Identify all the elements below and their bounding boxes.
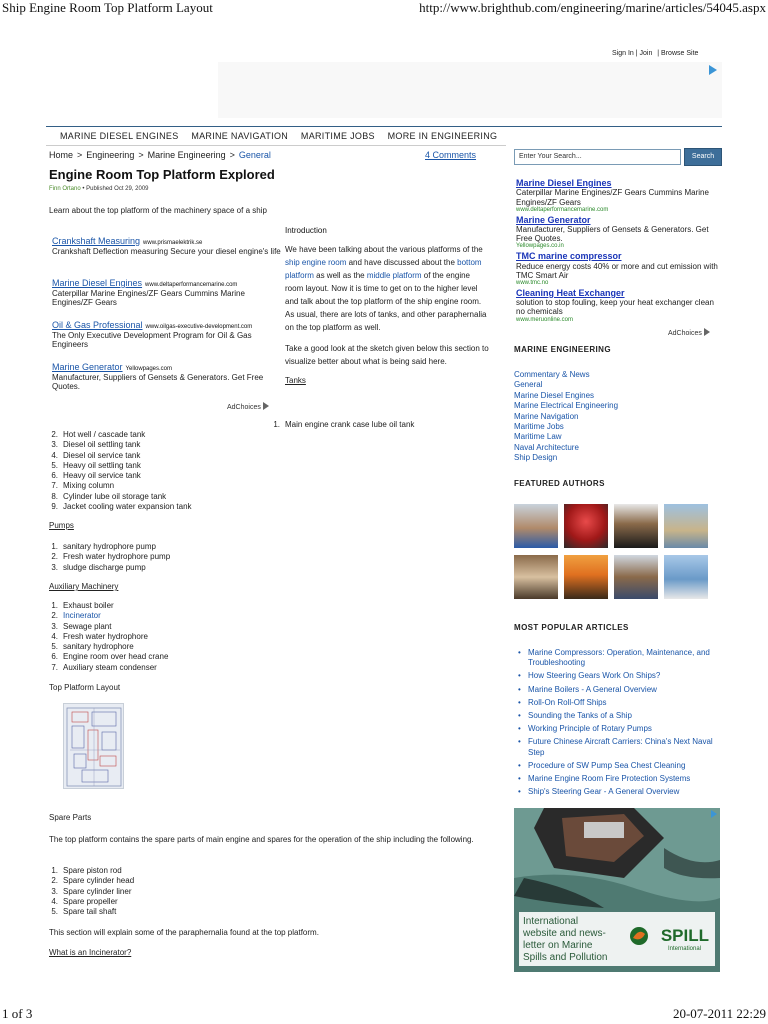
category-link[interactable]: Ship Design bbox=[514, 453, 558, 463]
nav-divider bbox=[46, 126, 722, 127]
sidebar-ad-item[interactable] bbox=[516, 215, 721, 251]
print-title: Ship Engine Room Top Platform Layout bbox=[2, 0, 213, 15]
print-datetime: 20-07-2011 22:29 bbox=[672, 1006, 766, 1021]
list-item: 3. sludge discharge pump bbox=[51, 562, 146, 572]
breadcrumb-separator: > bbox=[138, 150, 144, 160]
category-link[interactable]: Maritime Law bbox=[514, 432, 562, 442]
sketch-drawing bbox=[64, 704, 124, 789]
ad-url: Yellowpages.com bbox=[125, 366, 173, 372]
sidebar-ad-item[interactable] bbox=[516, 288, 721, 324]
article-byline bbox=[49, 186, 149, 192]
auxiliary-machinery-heading: Auxiliary Machinery bbox=[49, 582, 119, 591]
comments-link[interactable]: 4 Comments bbox=[425, 150, 477, 160]
sidebar-ad-description: Manufacturer, Suppliers of Gensets & Generators. Get Free Quotes. bbox=[516, 224, 709, 244]
category-link[interactable]: Marine Diesel Engines bbox=[514, 390, 595, 400]
sidebar-adchoices-link[interactable] bbox=[668, 328, 710, 337]
adchoices-label: AdChoices bbox=[668, 330, 702, 337]
ad-description: Crankshaft Deflection measuring Secure your diesel engine's life bbox=[52, 246, 281, 256]
spill-international-ad[interactable] bbox=[514, 808, 720, 972]
list-item: 5. Heavy oil settling tank bbox=[51, 460, 141, 470]
sidebar-ad-description: solution to stop fouling, keep your heat exchanger clean no chemicals bbox=[516, 298, 714, 317]
search-button[interactable]: Search bbox=[684, 148, 722, 166]
marine-engineering-heading: MARINE ENGINEERING bbox=[514, 345, 611, 354]
sidebar-ad-title[interactable]: Cleaning Heat Exchanger bbox=[516, 287, 625, 298]
ship-engine-room-link[interactable]: ship engine room bbox=[285, 258, 347, 267]
ad-description: Caterpillar Marine Engines/ZF Gears Cummins Marine Engines/ZF Gears bbox=[52, 288, 245, 308]
popular-article-link[interactable]: • Ship's Steering Gear - A General Overview bbox=[516, 787, 721, 797]
breadcrumb-separator: > bbox=[77, 150, 83, 160]
ad-title[interactable]: Marine Generator bbox=[52, 362, 123, 372]
list-item: 9. Jacket cooling water expansion tank bbox=[51, 502, 192, 512]
category-link[interactable]: General bbox=[514, 380, 543, 390]
adchoices-label: AdChoices bbox=[227, 404, 261, 411]
incinerator-link[interactable]: Incinerator bbox=[63, 611, 101, 621]
popular-article-link[interactable]: • Procedure of SW Pump Sea Chest Cleaning bbox=[516, 761, 721, 771]
category-link[interactable]: Marine Electrical Engineering bbox=[514, 401, 619, 411]
sidebar-ad-url: www.deltaperformancemarine.com bbox=[516, 206, 609, 213]
category-link[interactable]: Naval Architecture bbox=[514, 442, 579, 452]
pumps-list bbox=[36, 542, 170, 573]
sidebar-ads bbox=[516, 178, 721, 324]
ad-item[interactable] bbox=[52, 236, 282, 256]
published-date: • Published Oct 29, 2009 bbox=[82, 186, 149, 192]
list-item: 2. Fresh water hydrophore pump bbox=[51, 552, 171, 562]
breadcrumb-separator: > bbox=[229, 150, 235, 160]
nav-item-more-in-engineering[interactable]: MORE IN ENGINEERING bbox=[387, 131, 498, 141]
ad-description: Manufacturer, Suppliers of Gensets & Generators. Get Free Quotes. bbox=[52, 372, 264, 392]
ad-url: www.oilgas-executive-development.com bbox=[145, 324, 253, 330]
nav-item-maritime-jobs[interactable]: MARITIME JOBS bbox=[300, 131, 375, 141]
popular-article-link[interactable]: • How Steering Gears Work On Ships? bbox=[516, 671, 721, 681]
print-url: http://www.brighthub.com/engineering/marine/articles/54045.aspx bbox=[419, 0, 766, 15]
author-avatar[interactable] bbox=[514, 555, 558, 599]
breadcrumb-general[interactable]: General bbox=[238, 150, 271, 160]
ad-title[interactable]: Crankshaft Measuring bbox=[52, 236, 141, 246]
article-title: Engine Room Top Platform Explored bbox=[49, 167, 275, 182]
top-ad-banner[interactable] bbox=[218, 62, 722, 118]
author-avatar[interactable] bbox=[614, 555, 658, 599]
print-page-number: 1 of 3 bbox=[2, 1006, 33, 1021]
spill-logo-text: SPILL bbox=[660, 926, 709, 945]
sidebar-ad-url: www.meruonline.com bbox=[516, 316, 574, 323]
spill-logo-subtext: International bbox=[667, 946, 701, 952]
list-item: 1. sanitary hydrophore pump bbox=[51, 542, 156, 551]
sketch-paragraph: Take a good look at the sketch given below this section to visualize better about what is being said here. bbox=[285, 344, 489, 366]
list-item: 7. Mixing column bbox=[51, 481, 115, 491]
most-popular-list bbox=[516, 648, 721, 800]
intro-column bbox=[285, 224, 490, 387]
author-avatar[interactable] bbox=[614, 504, 658, 548]
list-item: 4. Spare propeller bbox=[51, 896, 118, 906]
adchoices-link[interactable] bbox=[227, 402, 269, 411]
adchoices-icon[interactable] bbox=[711, 810, 717, 818]
ad-url: www.deltaperformancemarine.com bbox=[145, 282, 238, 288]
tanks-list bbox=[36, 430, 192, 512]
author-avatar[interactable] bbox=[564, 504, 608, 548]
featured-authors-grid bbox=[514, 504, 714, 600]
browse-site-link[interactable]: | Browse Site bbox=[657, 50, 699, 57]
list-item: 3. Spare cylinder liner bbox=[51, 886, 132, 896]
nav-item-marine-diesel-engines[interactable]: MARINE DIESEL ENGINES bbox=[60, 131, 179, 141]
popular-article-link[interactable]: • Sounding the Tanks of a Ship bbox=[516, 711, 721, 721]
breadcrumb bbox=[49, 150, 271, 160]
list-item: 6. Heavy oil service tank bbox=[51, 471, 141, 481]
list-item: 4. Diesel oil service tank bbox=[51, 450, 141, 460]
bottom-platform-link[interactable]: bottom platform bbox=[285, 258, 482, 280]
pumps-heading: Pumps bbox=[49, 521, 74, 530]
popular-article-link[interactable]: • Marine Boilers - A General Overview bbox=[516, 685, 721, 695]
list-item: 2. Incinerator bbox=[51, 611, 101, 621]
main-nav bbox=[60, 131, 507, 141]
popular-article-link[interactable]: • Marine Compressors: Operation, Maintenance, and Troubleshooting bbox=[516, 648, 721, 668]
author-link[interactable]: Finn Ortano bbox=[49, 186, 81, 192]
ad-url: www.prismaelektrik.se bbox=[143, 240, 203, 246]
sidebar-ad-title[interactable]: Marine Diesel Engines bbox=[516, 178, 612, 188]
list-item: 3. Sewage plant bbox=[51, 621, 112, 631]
most-popular-heading: MOST POPULAR ARTICLES bbox=[514, 623, 629, 632]
sidebar-ad-title[interactable]: Marine Generator bbox=[516, 214, 591, 225]
top-platform-layout-heading: Top Platform Layout bbox=[49, 683, 121, 692]
sidebar-ad-item[interactable] bbox=[516, 178, 721, 214]
popular-article-link[interactable]: • Marine Engine Room Fire Protection Systems bbox=[516, 774, 721, 784]
list-item: 6. Engine room over head crane bbox=[51, 652, 169, 662]
category-link[interactable]: Marine Navigation bbox=[514, 411, 579, 421]
article-intro: Learn about the top platform of the machinery space of a ship bbox=[49, 206, 267, 215]
spare-parts-list bbox=[36, 866, 134, 917]
author-avatar[interactable] bbox=[664, 504, 708, 548]
adchoices-icon bbox=[704, 328, 710, 336]
paraphernalia-paragraph: This section will explain some of the paraphernalia found at the top platform. bbox=[49, 928, 319, 937]
nav-divider-lower bbox=[46, 145, 506, 146]
account-links bbox=[612, 50, 701, 57]
list-item: 3. Diesel oil settling tank bbox=[51, 440, 141, 450]
intro-heading: Introduction bbox=[285, 226, 327, 235]
top-platform-sketch-image[interactable] bbox=[63, 703, 124, 789]
signin-link[interactable]: Sign In | Join bbox=[612, 50, 653, 57]
list-item: 5. sanitary hydrophore bbox=[51, 642, 134, 652]
category-link[interactable]: Maritime Jobs bbox=[514, 422, 564, 432]
list-number: 1. bbox=[273, 420, 280, 429]
author-avatar[interactable] bbox=[514, 504, 558, 548]
sidebar-ad-item[interactable] bbox=[516, 251, 721, 287]
sidebar-ad-url: Yellowpages.co.in bbox=[516, 243, 564, 250]
popular-article-link[interactable]: • Future Chinese Aircraft Carriers: China's Next Naval Step bbox=[516, 737, 721, 757]
tanks-heading: Tanks bbox=[285, 376, 306, 385]
spill-ad-text: International website and news- letter on Marine Spills and Pollution bbox=[523, 916, 608, 963]
list-item: 4. Fresh water hydrophore bbox=[51, 631, 148, 641]
ad-title[interactable]: Oil & Gas Professional bbox=[52, 320, 143, 330]
list-item: 5. Spare tail shaft bbox=[51, 907, 117, 917]
spill-ad-text-panel bbox=[519, 912, 715, 966]
intro-paragraph: We have been talking about the various platforms of the ship engine room and have discussed about the bottom platform as well as the middle platform of the engine room layout. Now it is time to get on to the higher level and talk about the top platform of the ship engine room. As usual, there are lots of tanks, and other paraphernalia on the top platform as well. bbox=[285, 245, 487, 332]
ad-title[interactable]: Marine Diesel Engines bbox=[52, 278, 143, 288]
breadcrumb-marine-engineering[interactable]: Marine Engineering bbox=[147, 150, 226, 160]
nav-item-marine-navigation[interactable]: MARINE NAVIGATION bbox=[191, 131, 289, 141]
list-item: 1. Exhaust boiler bbox=[51, 601, 114, 610]
ad-item[interactable] bbox=[52, 320, 282, 349]
sidebar-ad-description: Caterpillar Marine Engines/ZF Gears Cummins Marine Engines/ZF Gears bbox=[516, 188, 709, 207]
adchoices-icon bbox=[263, 402, 269, 410]
spare-parts-paragraph: The top platform contains the spare parts of main engine and spares for the operation of the ship including the following. bbox=[49, 835, 474, 844]
author-avatar[interactable] bbox=[664, 555, 708, 599]
list-item: 2. Hot well / cascade tank bbox=[51, 430, 146, 439]
tanks-list-first bbox=[258, 420, 414, 429]
author-avatar[interactable] bbox=[564, 555, 608, 599]
ad-description: The Only Executive Development Program for Oil & Gas Engineers bbox=[52, 330, 252, 350]
category-link[interactable]: Commentary & News bbox=[514, 370, 590, 379]
popular-article-link[interactable]: • Working Principle of Rotary Pumps bbox=[516, 724, 721, 734]
popular-article-link[interactable]: • Roll-On Roll-Off Ships bbox=[516, 698, 721, 708]
list-item: Main engine crank case lube oil tank bbox=[285, 420, 415, 429]
auxiliary-list bbox=[36, 601, 168, 673]
sidebar-ad-description: Reduce energy costs 40% or more and cut emission with TMC Smart Air bbox=[516, 261, 718, 280]
middle-platform-link[interactable]: middle platform bbox=[366, 271, 422, 280]
marine-engineering-list bbox=[514, 370, 618, 464]
search-input[interactable]: Enter Your Search... bbox=[514, 149, 681, 165]
list-item: 8. Cylinder lube oil storage tank bbox=[51, 491, 167, 501]
breadcrumb-home[interactable]: Home bbox=[49, 150, 74, 160]
ad-item[interactable] bbox=[52, 362, 282, 391]
ad-item[interactable] bbox=[52, 278, 282, 307]
list-item: 7. Auxiliary steam condenser bbox=[51, 662, 157, 672]
adchoices-icon[interactable] bbox=[709, 65, 717, 75]
sidebar-ad-url: www.tmc.no bbox=[516, 279, 549, 286]
spare-parts-heading: Spare Parts bbox=[49, 813, 92, 822]
list-item: 2. Spare cylinder head bbox=[51, 876, 135, 886]
spill-logo-icon bbox=[629, 926, 649, 946]
incinerator-article-link[interactable]: What is an Incinerator? bbox=[49, 948, 132, 957]
list-item: 1. Spare piston rod bbox=[51, 866, 122, 875]
breadcrumb-engineering[interactable]: Engineering bbox=[86, 150, 135, 160]
featured-authors-heading: FEATURED AUTHORS bbox=[514, 479, 605, 488]
sidebar-ad-title[interactable]: TMC marine compressor bbox=[516, 251, 622, 262]
